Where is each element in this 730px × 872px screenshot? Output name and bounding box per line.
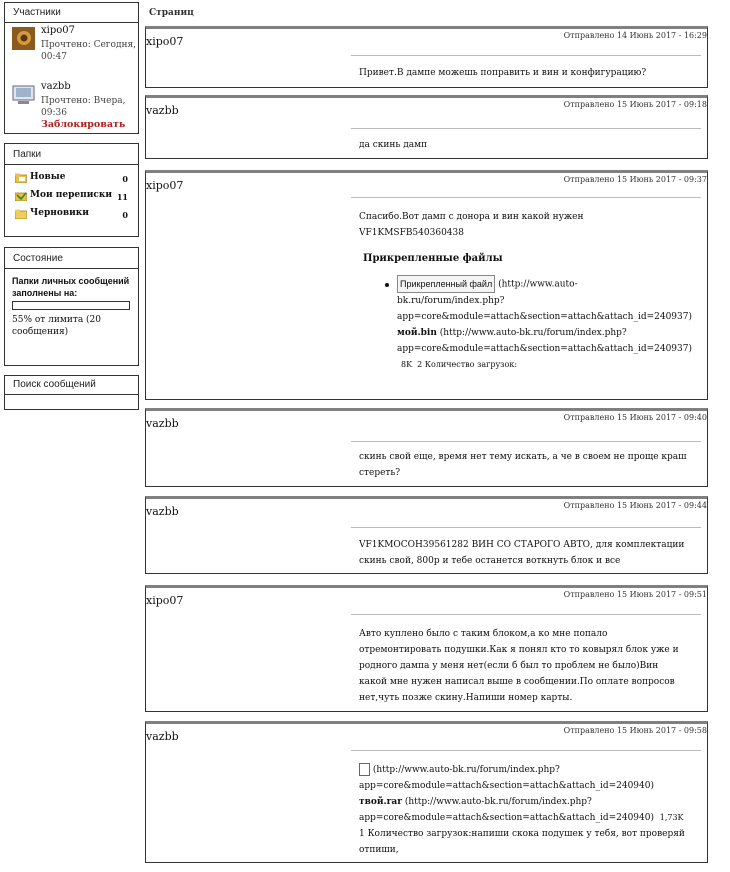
divider: [351, 128, 701, 129]
post-text-line: VF1KMSFB540360438: [359, 228, 464, 238]
post-body: [359, 209, 697, 373]
attachment-item: [359, 275, 697, 373]
post-author[interactable]: vazbb: [146, 417, 179, 430]
participant-name[interactable]: vazbb: [41, 81, 71, 92]
message-post: [145, 95, 708, 159]
folder-item-new[interactable]: [5, 170, 138, 188]
attachment-link[interactable]: (http://www.auto-bk.ru/forum/index.php?: [401, 797, 592, 807]
attachment-filename[interactable]: мой.bin: [397, 328, 437, 338]
attachment-link[interactable]: bk.ru/forum/index.php?: [397, 296, 505, 306]
status-title: Состояние: [5, 248, 138, 269]
message-post: [145, 585, 708, 712]
participant-name[interactable]: xipo07: [41, 25, 75, 36]
participant-read-status: Прочтено: Сегодня, 00:47: [41, 40, 137, 62]
participant-row: [5, 79, 138, 145]
post-body: [359, 449, 697, 481]
drafts-folder-icon: [15, 209, 27, 219]
post-body: [359, 626, 697, 706]
post-text-line: Авто куплено было с таким блоком,а ко мне попало: [359, 629, 608, 639]
post-body: [359, 65, 697, 81]
pages-label: Страниц: [149, 8, 194, 18]
divider: [351, 197, 701, 198]
post-text-line: да скинь дамп: [359, 140, 428, 150]
message-search-panel: [4, 375, 139, 410]
attachment-link[interactable]: (http://www.auto-bk.ru/forum/index.php?: [372, 765, 560, 775]
folder-label[interactable]: Новые: [30, 172, 66, 182]
storage-usage-text: 55% от лимита (20 сообщения): [12, 315, 102, 337]
post-date: Отправлено 15 Июнь 2017 - 09:37: [563, 175, 707, 184]
folder-item-conversations[interactable]: [5, 188, 138, 206]
bullet: [385, 283, 389, 287]
post-text-line: какой мне нужен написал выше в сообщении.По оплате вопросов: [359, 677, 675, 687]
post-author[interactable]: vazbb: [146, 104, 179, 117]
attachment-image[interactable]: Прикрепленный файл: [397, 275, 495, 293]
attachments-title: Прикрепленные файлы: [363, 253, 503, 264]
attachment-filename[interactable]: твой.rar: [359, 797, 402, 807]
storage-status-text: Папки личных сообщений заполнены на:: [12, 276, 130, 298]
post-text-line: скинь свой, 800р и тебе останется воткнуть блок и все: [359, 556, 621, 566]
post-text-line: VF1KMOCOH39561282 ВИН СО СТАРОГО АВТО, для комплектации: [359, 540, 685, 550]
post-text-line: отремонтировать подушки.Как я понял кто то ковырял блок уже и: [359, 645, 679, 655]
attachment-link[interactable]: app=core&module=attach&section=attach&attach_id=240937): [397, 312, 692, 322]
download-count: 1 Количество загрузок:напиши скока подушек у тебя, вот проверяй: [359, 829, 685, 839]
post-author[interactable]: vazbb: [146, 505, 179, 518]
storage-status-panel: [4, 247, 139, 366]
folder-count: 11: [116, 192, 128, 202]
participant-read-status: Прочтено: Вчера, 09:36: [41, 96, 126, 118]
folders-title: Папки: [5, 144, 138, 165]
divider: [351, 614, 701, 615]
divider: [351, 750, 701, 751]
message-post: [145, 721, 708, 863]
attachment-size: 8K: [401, 360, 413, 369]
folder-item-drafts[interactable]: [5, 206, 138, 224]
post-text-line: отпиши,: [359, 845, 399, 855]
folder-label[interactable]: Мои переписки: [30, 190, 113, 200]
attachment-link[interactable]: (http://www.auto-: [498, 279, 578, 290]
message-post: [145, 26, 708, 88]
post-text-line: нет,чуть позже скину.Напиши номер карты.: [359, 693, 573, 703]
post-author[interactable]: xipo07: [146, 35, 184, 48]
post-body: [359, 762, 697, 858]
avatar[interactable]: [12, 27, 35, 50]
default-avatar-icon[interactable]: [12, 83, 35, 106]
participant-row: [5, 23, 138, 79]
post-date: Отправлено 15 Июнь 2017 - 09:58: [563, 726, 707, 735]
post-body: [359, 137, 697, 153]
post-author[interactable]: xipo07: [146, 594, 184, 607]
post-date: Отправлено 15 Июнь 2017 - 09:40: [563, 413, 707, 422]
download-count: 2 Количество загрузок:: [417, 360, 518, 369]
attachment-link[interactable]: app=core&module=attach&section=attach&attach_id=240940): [359, 813, 654, 823]
message-post: [145, 408, 708, 487]
message-post: [145, 496, 708, 574]
attachment-link[interactable]: app=core&module=attach&section=attach&attach_id=240940): [359, 781, 654, 791]
post-text-line: Привет.В дампе можешь поправить и вин и конфигурацию?: [359, 68, 647, 78]
storage-progress-bar: [12, 301, 130, 310]
block-user-link[interactable]: Заблокировать: [41, 119, 126, 130]
post-date: Отправлено 15 Июнь 2017 - 09:51: [563, 590, 707, 599]
post-author[interactable]: vazbb: [146, 730, 179, 743]
post-date: Отправлено 14 Июнь 2017 - 16:29: [563, 31, 707, 40]
divider: [351, 441, 701, 442]
folder-count: 0: [122, 174, 128, 184]
new-folder-icon: [15, 173, 27, 183]
participants-title: Участники: [5, 3, 138, 23]
post-text-line: скинь свой еще, время нет тему искать, а че в своем не проще краш: [359, 452, 687, 462]
folders-panel: [4, 143, 139, 237]
file-icon[interactable]: [359, 763, 370, 776]
post-text-line: родного дампа у меня нет(если б был то проблем не было)Вин: [359, 661, 659, 671]
attachment-size: 1,73K: [659, 813, 684, 822]
post-text-line: стереть?: [359, 468, 401, 478]
message-post: [145, 170, 708, 400]
post-text-line: Спасибо.Вот дамп с донора и вин какой нужен: [359, 212, 584, 222]
inbox-folder-icon: [15, 191, 27, 201]
post-date: Отправлено 15 Июнь 2017 - 09:18: [563, 100, 707, 109]
post-author[interactable]: xipo07: [146, 179, 184, 192]
attachment-link[interactable]: (http://www.auto-bk.ru/forum/index.php?: [436, 328, 627, 338]
attachment-link[interactable]: app=core&module=attach&section=attach&attach_id=240937): [397, 344, 692, 354]
participants-panel: [4, 2, 139, 134]
post-body: [359, 537, 697, 569]
post-date: Отправлено 15 Июнь 2017 - 09:44: [563, 501, 707, 510]
divider: [351, 527, 701, 528]
folder-label[interactable]: Черновики: [30, 208, 89, 218]
folder-count: 0: [122, 210, 128, 220]
search-title: Поиск сообщений: [5, 376, 138, 395]
divider: [351, 55, 701, 56]
